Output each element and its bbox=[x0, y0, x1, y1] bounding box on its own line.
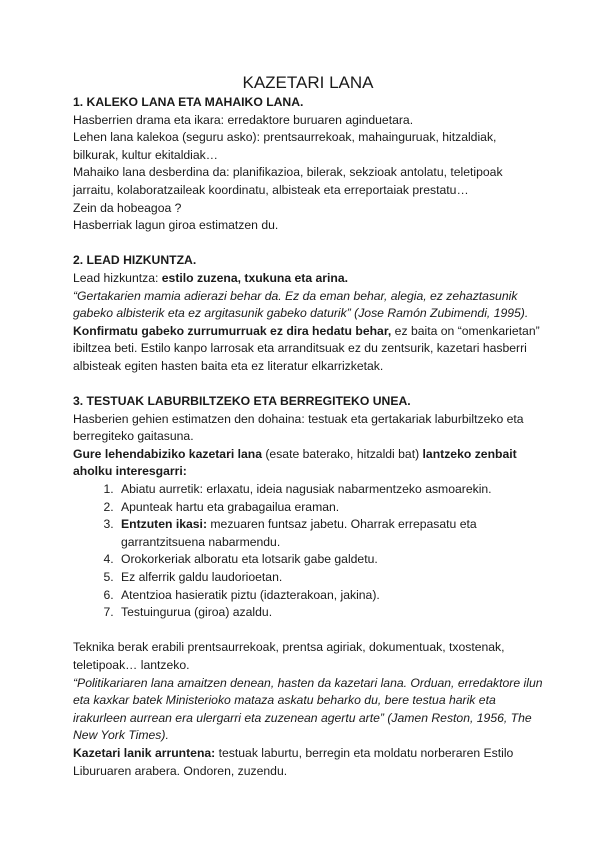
list-item: 7. Testuingurua (giroa) azaldu. bbox=[117, 604, 543, 622]
list-item: 5. Ez alferrik galdu laudorioetan. bbox=[117, 569, 543, 587]
list-item: 1. Abiatu aurretik: erlaxatu, ideia nagusiak nabarmentzeko asmoarekin. bbox=[117, 481, 543, 499]
paragraph: Kazetari lanik arruntena: testuak laburtu, berregin eta moldatu norberaren Estilo Liburuaren arabera. Ondoren, zuzendu. bbox=[73, 745, 514, 778]
document-content bbox=[73, 72, 543, 780]
list-item: 3. Entzuten ikasi: mezuaren funtsaz jabetu. Oharrak errepasatu eta garrantzitsuena nabarmendu. bbox=[117, 516, 543, 551]
paragraph: Mahaiko lana desberdina da: planifikazioa, bilerak, sekzioak antolatu, teletipoak jarraitu, kolaboratzaileak koordinatu, albisteak eta erreportaiak prestatu… bbox=[73, 165, 503, 197]
section-2-heading: 2. LEAD HIZKUNTZA. bbox=[73, 253, 197, 268]
section-3-heading: 3. TESTUAK LABURBILTZEKO ETA BERREGITEKO UNEA. bbox=[73, 394, 411, 409]
paragraph: Hasberrien drama eta ikara: erredaktore buruaren aginduetara. bbox=[73, 112, 414, 127]
paragraph: Hasberien gehien estimatzen den dohaina: testuak eta gertakariak laburbiltzeko eta berregiteko gaitasuna. bbox=[73, 411, 524, 444]
list-item: 2. Apunteak hartu eta grabagailua eraman. bbox=[117, 499, 543, 517]
advice-list bbox=[73, 481, 543, 622]
paragraph: Teknika berak erabili prentsaurrekoak, prentsa agiriak, dokumentuak, txostenak, teletipoak… lantzeko. bbox=[73, 640, 505, 672]
quote: “Politikariaren lana amaitzen denean, hasten da kazetari lana. Orduan, erredaktore ilun eta kaxkar batek Ministerioko mataza askatu beharko du, bere testua harik eta irakurleen aurrean era ulergarri eta zuzenean agertu arte” (Jamen Reston, 1956, The New York Times). bbox=[73, 675, 543, 743]
quote: “Gertakarien mamia adierazi behar da. Ez da eman behar, alegia, ez zehaztasunik gabeko albisterik eta ez argitasunik gabeko daturik” (Jose Ramón Zubimendi, 1995). bbox=[73, 288, 529, 321]
list-item: 4. Orokorkeriak alboratu eta lotsarik gabe galdetu. bbox=[117, 551, 543, 569]
paragraph: Lehen lana kalekoa (seguru asko): prentsaurrekoak, mahainguruak, hitzaldiak, bilkurak, kultur ekitaldiak… bbox=[73, 130, 497, 162]
paragraph: Gure lehendabiziko kazetari lana (esate baterako, hitzaldi bat) lantzeko zenbait aholku interesgarri: bbox=[73, 446, 517, 479]
section-1-heading: 1. KALEKO LANA ETA MAHAIKO LANA. bbox=[73, 95, 304, 109]
document-title: KAZETARI LANA bbox=[242, 73, 374, 92]
lead-line: Lead hizkuntza: estilo zuzena, txukuna eta arina. bbox=[73, 270, 349, 285]
paragraph: Konfirmatu gabeko zurrumurruak ez dira hedatu behar, ez baita on “omenkarietan” ibiltzea beti. Estilo kanpo larrosak eta arranditsuak ez du zentsurik, kazetari hasberri albisteak egiten hasten baita eta ez literatur elkarrizketak. bbox=[73, 323, 540, 373]
list-item: 6. Atentzioa hasieratik piztu (idazterakoan, jakina). bbox=[117, 587, 543, 605]
paragraph: Hasberriak lagun giroa estimatzen du. bbox=[73, 218, 279, 233]
paragraph: Zein da hobeagoa ? bbox=[73, 200, 182, 215]
